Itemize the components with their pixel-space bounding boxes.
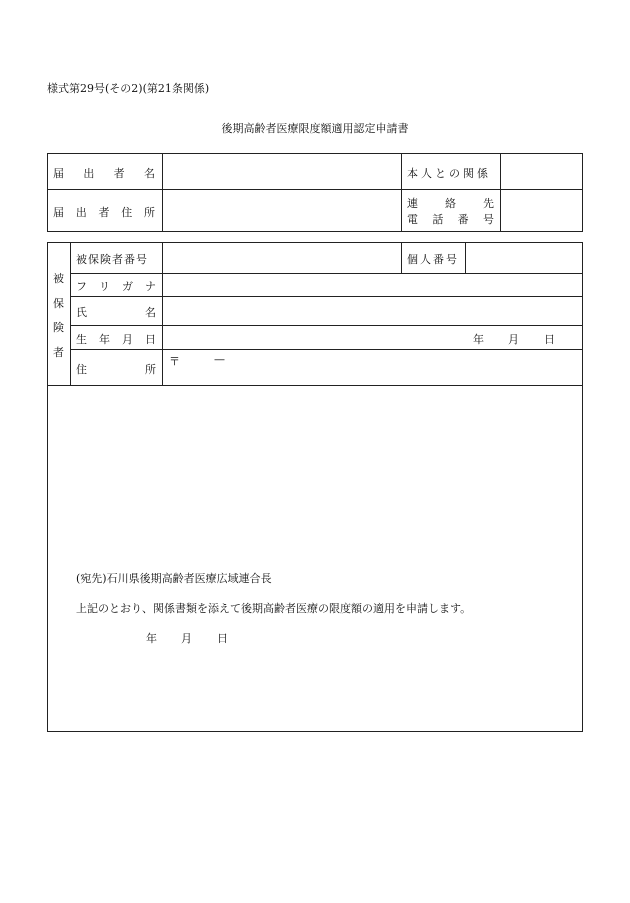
addressee: (宛先)石川県後期高齢者医療広域連合長: [76, 572, 272, 585]
insured-section-bottom: [47, 385, 583, 386]
insured-name-field[interactable]: [166, 304, 576, 318]
insured-section-label: 被 保 険 者: [53, 272, 64, 359]
insured-address-field[interactable]: [166, 367, 576, 381]
applicant-col-divider-1: [162, 153, 163, 232]
applicant-col-divider-2: [401, 153, 402, 232]
contact-phone-field[interactable]: [505, 203, 579, 217]
insured-number-field[interactable]: [166, 251, 396, 265]
personal-number-field[interactable]: [470, 251, 578, 265]
form-number: 様式第29号(その2)(第21条関係): [47, 82, 210, 95]
declaration-day-unit: 日: [217, 632, 228, 645]
insured-row-divider-1: [70, 273, 583, 274]
applicant-row-divider: [47, 189, 583, 190]
applicant-name-label: 届 出 者 名: [53, 167, 155, 180]
postal-dash: —: [214, 353, 225, 366]
birth-year-unit: 年: [473, 333, 484, 346]
declaration-statement: 上記のとおり、関係書類を添えて後期高齢者医療の限度額の適用を申請します。: [76, 602, 472, 615]
applicant-col-divider-3: [500, 153, 501, 232]
insured-name-label: 氏 名: [76, 306, 156, 319]
personal-number-divider-1: [401, 242, 402, 273]
insured-number-label: 被保険者番号: [76, 253, 148, 266]
personal-number-label: 個人番号: [407, 253, 459, 266]
birth-day-unit: 日: [544, 333, 555, 346]
furigana-label: フ リ ガ ナ: [76, 280, 156, 293]
furigana-field[interactable]: [166, 278, 576, 292]
applicant-address-label: 届 出 者 住 所: [53, 206, 155, 219]
insured-label-divider: [162, 242, 163, 385]
postal-mark: 〒: [169, 355, 180, 368]
page-title: 後期高齢者医療限度額適用認定申請書: [221, 122, 409, 135]
birth-month-unit: 月: [508, 333, 519, 346]
applicant-address-field[interactable]: [166, 204, 396, 218]
relation-label: 本人との関係: [407, 167, 491, 180]
declaration-year-unit: 年: [146, 632, 157, 645]
contact-label-line1: 連 絡 先: [407, 197, 494, 210]
applicant-name-field[interactable]: [166, 165, 396, 179]
insured-row-divider-3: [70, 325, 583, 326]
birth-date-label: 生 年 月 日: [76, 333, 156, 346]
declaration-month-unit: 月: [181, 632, 192, 645]
insured-side-divider: [70, 242, 71, 385]
insured-row-divider-4: [70, 349, 583, 350]
insured-row-divider-2: [70, 296, 583, 297]
contact-label-line2: 電 話 番 号: [407, 213, 494, 226]
insured-address-label: 住 所: [76, 363, 156, 376]
relation-field[interactable]: [505, 165, 579, 179]
personal-number-divider-2: [465, 242, 466, 273]
